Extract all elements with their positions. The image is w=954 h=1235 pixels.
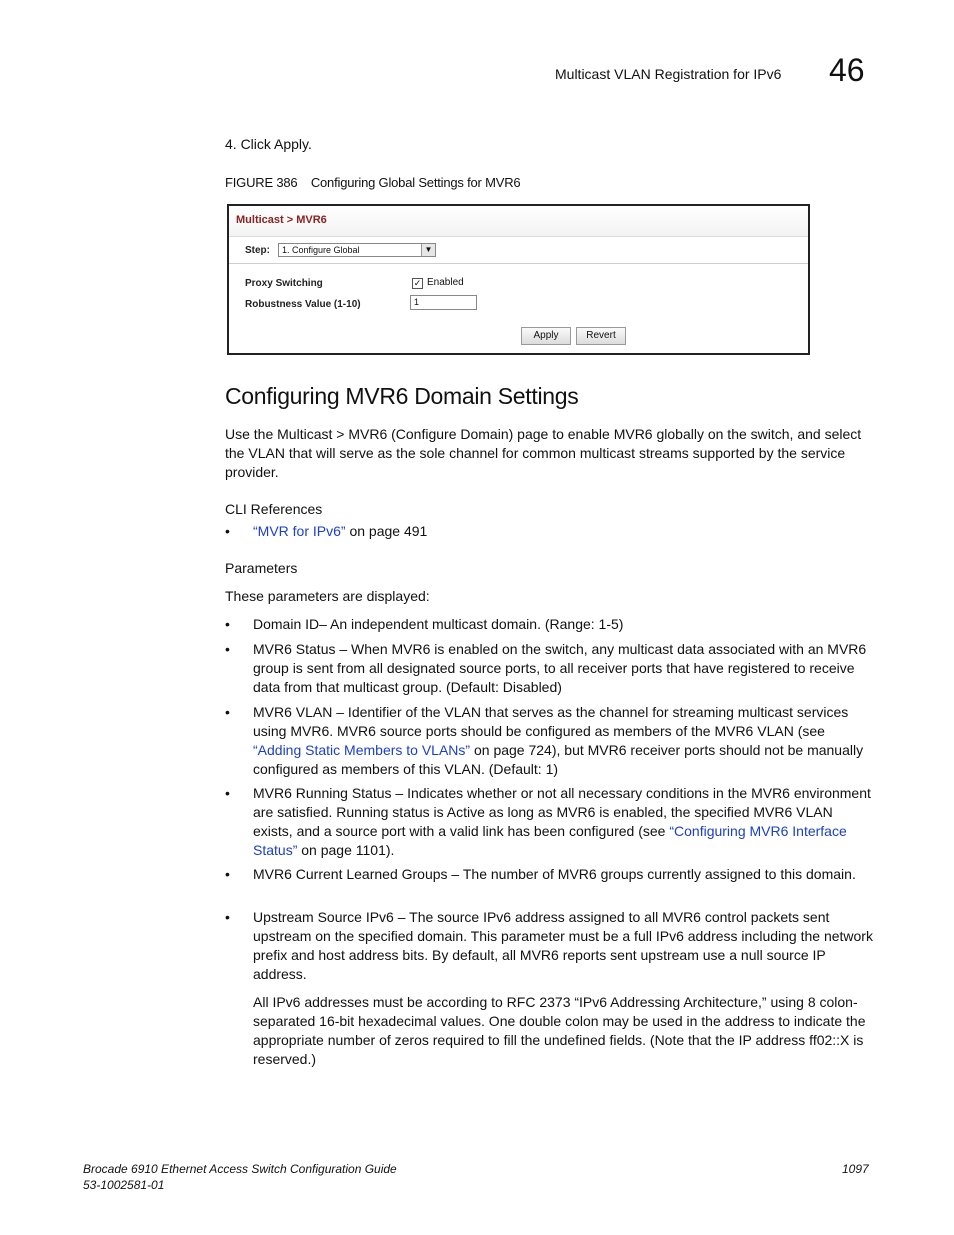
param-upstream-source [225,908,875,984]
apply-button[interactable]: Apply [521,327,571,345]
step-text: 4. Click Apply. [225,136,312,152]
interface-status-link[interactable]: “Configuring MVR6 Interface Status” [253,823,847,858]
figure-caption [225,175,520,190]
ipv6-address-note: All IPv6 addresses must be according to RFC 2373 “IPv6 Addressing Architecture,” using 8 colon-separated 16-bit hexadecimal values. One double colon may be used in the address to indicate the appropriate number of zeros required to fill the undefined fields. (Note that the IP address ff02::X is reserved.) [253,994,866,1067]
figure-label: FIGURE 386 [225,175,298,190]
bullet-icon: • [225,616,230,632]
step-select[interactable] [278,243,436,257]
step-label: Step: [245,245,270,256]
bullet-icon: • [225,641,230,657]
param-desc: on page 1101). [297,842,395,858]
footer-page-number: 1097 [842,1162,869,1176]
robustness-input[interactable]: 1 [410,295,477,310]
params-heading: Parameters [225,560,298,576]
param-term: MVR6 Status [253,641,336,657]
figure-breadcrumb: Multicast > MVR6 [236,214,327,226]
cli-reference-item [225,522,875,541]
bullet-icon: • [225,785,230,801]
param-term: MVR6 Current Learned Groups [253,866,448,882]
param-desc: – The number of MVR6 groups currently assigned to this domain. [447,866,856,882]
bullet-icon: • [225,909,230,925]
param-term: MVR6 VLAN [253,704,333,720]
vlan-members-link[interactable]: “Adding Static Members to VLANs” [253,742,471,758]
param-desc: – An independent multicast domain. (Range: 1-5) [319,616,624,632]
proxy-switching-checkbox[interactable]: ✓ [413,278,422,288]
cli-reference-page: on page 491 [345,523,428,539]
robustness-label: Robustness Value (1-10) [245,299,361,310]
param-term: Domain ID [253,616,320,632]
cli-heading: CLI References [225,501,323,517]
proxy-switching-label: Proxy Switching [245,278,323,289]
param-domain-id [225,615,875,634]
param-desc: – Identifier of the VLAN that serves as the channel for streaming multicast services using MVR6. MVR6 source ports should be configured as members of the MVR6 VLAN (see [253,704,849,739]
chevron-down-icon[interactable]: ▼ [421,244,435,256]
param-desc: – Indicates whether or not all necessary conditions in the MVR6 environment are satisfied. Running status is Active as long as MVR6 is enabled, the specified MVR6 VLAN exists, and a source port with a valid link has been configured (see [253,785,871,839]
section-title: Configuring MVR6 Domain Settings [225,383,579,409]
param-running-status [225,784,875,860]
step-select-value: 1. Configure Global [282,245,360,255]
bullet-icon: • [225,523,230,539]
param-desc: – The source IPv6 address assigned to all MVR6 control packets sent upstream on the specified domain. This parameter must be a full IPv6 address including the network prefix and host address bits. By default, all MVR6 reports sent upstream use a null source IP address. [253,909,873,982]
proxy-switching-value: Enabled [427,277,464,288]
param-term: MVR6 Running Status [253,785,392,801]
param-term: Upstream Source IPv6 [253,909,394,925]
bullet-icon: • [225,704,230,720]
footer-guide-title: Brocade 6910 Ethernet Access Switch Configuration Guide [83,1162,397,1176]
params-intro: These parameters are displayed: [225,588,430,604]
figure-breadcrumb-bar [229,206,808,237]
footer-doc-id: 53-1002581-01 [83,1178,165,1192]
param-mvr6-vlan [225,703,875,779]
bullet-icon: • [225,866,230,882]
running-header-title: Multicast VLAN Registration for IPv6 [555,66,782,82]
param-mvr6-status [225,640,875,697]
param-learned-groups [225,865,875,884]
param-desc: – When MVR6 is enabled on the switch, any multicast data associated with an MVR6 group is sent from all designated source ports, to all receiver ports that have registered to receive data from that multicast group. (Default: Disabled) [253,641,867,695]
cli-reference-link[interactable]: “MVR for IPv6” [253,523,346,539]
figure-screenshot [227,204,810,355]
revert-button[interactable]: Revert [576,327,626,345]
figure-caption-text: Configuring Global Settings for MVR6 [310,175,521,190]
chapter-number: 46 [829,52,865,88]
intro-paragraph: Use the Multicast > MVR6 (Configure Domain) page to enable MVR6 globally on the switch, and select the VLAN that will serve as the sole channel for common multicast streams supported by the service provider. [225,426,862,480]
param-desc: on page 724), but MVR6 receiver ports should not be manually configured as members of this VLAN. (Default: 1) [253,742,864,777]
